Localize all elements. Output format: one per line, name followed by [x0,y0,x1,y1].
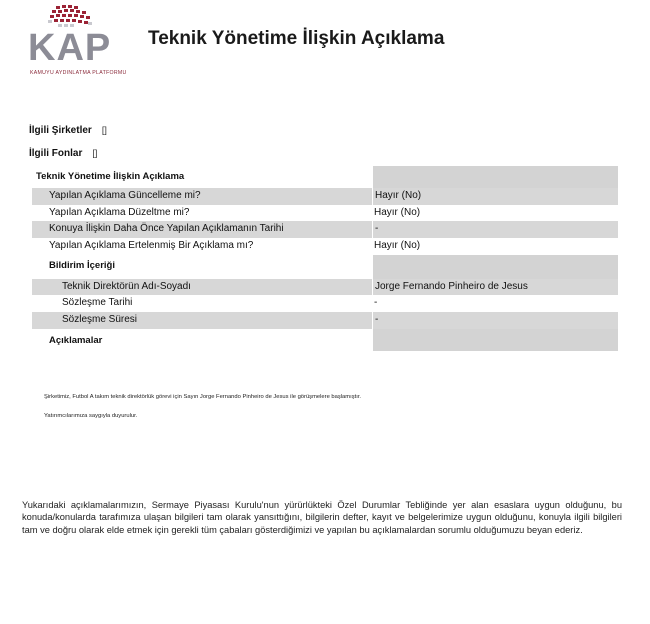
related-funds-label: İlgili Fonlar [29,148,83,159]
section-header-cell [372,166,618,188]
announcement-text: Şirketimiz, Futbol A takım teknik direktörlük görevi için Sayın Jorge Fernando Pinheiro de Jesus ile görüşmelere başlamıştır. [44,394,362,400]
page-title: Teknik Yönetime İlişkin Açıklama [148,28,445,49]
table-row [32,295,618,312]
notice-header-cell [372,255,618,279]
row-label: Teknik Direktörün Adı-Soyadı [32,279,372,296]
row-value: - [372,295,618,312]
row-label: Sözleşme Süresi [32,312,372,329]
table-row [32,312,618,329]
table-section-header [32,166,618,188]
row-label: Konuya İlişkin Daha Önce Yapılan Açıklamanın Tarihi [32,221,372,238]
disclosure-table [32,166,618,351]
related-funds-value: [] [92,148,98,158]
table-row [32,238,618,255]
kap-logo [28,4,138,82]
row-label: Sözleşme Tarihi [32,295,372,312]
related-funds [29,148,97,159]
row-label: Yapılan Açıklama Güncelleme mi? [32,188,372,205]
table-row [32,279,618,296]
announcement-closing: Yatırımcılarımıza saygıyla duyurulur. [44,413,138,419]
section-header-label: Teknik Yönetime İlişkin Açıklama [32,166,372,188]
notice-header-label: Bildirim İçeriği [32,255,372,279]
row-value: Hayır (No) [372,205,618,222]
row-label: Yapılan Açıklama Düzeltme mi? [32,205,372,222]
row-value: Jorge Fernando Pinheiro de Jesus [372,279,618,296]
explanations-header-label: Açıklamalar [32,329,372,351]
table-row [32,188,618,205]
explanations-header-cell [372,329,618,351]
row-value: - [372,312,618,329]
row-label: Yapılan Açıklama Ertelenmiş Bir Açıklama mı? [32,238,372,255]
disclaimer-text: Yukarıdaki açıklamalarımızın, Sermaye Piyasası Kurulu'nun yürürlükteki Özel Durumlar Tebliğinde yer alan esaslara uygun olduğunu, bu konuda/konularda tarafımıza ulaşan bilgileri tam olarak yansıttığını, bilgilerin defter, kayıt ve belgelerimize uygun olduğunu, konuyla ilgili bilgileri tam ve doğru olarak elde etmek için gerekli tüm çabaları gösterdiğimizi ve yapılan bu açıklamalardan sorumlu olduğumuzu beyan ederiz. [22,500,622,535]
explanations-header-row [32,329,618,351]
logo-letters: KAP [28,27,112,69]
related-companies [29,125,107,136]
related-companies-value: [] [101,125,107,135]
table-row [32,205,618,222]
table-row [32,221,618,238]
related-companies-label: İlgili Şirketler [29,125,92,136]
logo-subtitle: KAMUYU AYDINLATMA PLATFORMU [30,70,127,76]
row-value: - [372,221,618,238]
notice-header-row [32,255,618,279]
row-value: Hayır (No) [372,238,618,255]
row-value: Hayır (No) [372,188,618,205]
